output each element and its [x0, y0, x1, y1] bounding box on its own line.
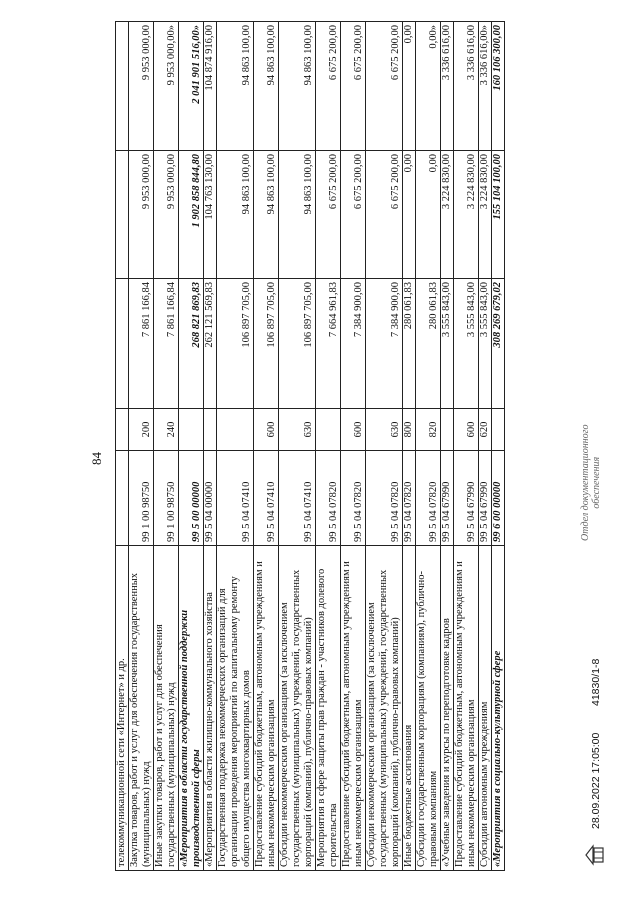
row-amount-2-cell: 6 675 200,00: [366, 151, 403, 279]
row-amount-3-cell: 6 675 200,00: [366, 22, 403, 151]
row-expense-type-cell: [179, 409, 204, 451]
row-amount-3-cell: 6 675 200,00: [341, 22, 366, 151]
row-expense-type-cell: [217, 409, 254, 451]
row-amount-3-cell: 9 953 000,00»: [154, 22, 179, 151]
row-expense-type-cell: 630: [279, 409, 316, 451]
row-amount-2-cell: 94 863 100,00: [279, 151, 316, 279]
table-row: [479, 22, 492, 871]
row-amount-2-cell: 94 863 100,00: [217, 151, 254, 279]
stamp-line-1: Отдел документационного: [580, 424, 591, 541]
row-code-cell: 99 5 04 67990: [454, 451, 479, 546]
page-footer: [578, 22, 618, 871]
row-amount-2-cell: 104 763 130,00: [204, 151, 217, 279]
table-row: [366, 22, 403, 871]
row-amount-2-cell: 94 863 100,00: [254, 151, 279, 279]
row-amount-3-cell: 2 041 901 516,00»: [179, 22, 204, 151]
row-amount-1-cell: 280 061,83: [416, 279, 441, 409]
row-amount-3-cell: [116, 22, 129, 151]
row-amount-2-cell: 6 675 200,00: [341, 151, 366, 279]
row-amount-3-cell: 94 863 100,00: [217, 22, 254, 151]
row-amount-1-cell: [116, 279, 129, 409]
row-amount-1-cell: 106 897 705,00: [254, 279, 279, 409]
stamp-line-2: обеспечения: [591, 456, 602, 509]
row-code-cell: 99 5 04 07410: [279, 451, 316, 546]
row-expense-type-cell: 600: [254, 409, 279, 451]
table-row: [279, 22, 316, 871]
row-name-cell: Закупка товаров, работ и услуг для обеспечения государственных (муниципальных) нужд: [129, 546, 154, 871]
row-name-cell: Иные бюджетные ассигнования: [403, 546, 416, 871]
row-amount-3-cell: 104 874 916,00: [204, 22, 217, 151]
row-amount-3-cell: 0,00: [403, 22, 416, 151]
row-amount-2-cell: 155 104 100,00: [492, 151, 505, 279]
row-amount-1-cell: 7 664 961,83: [316, 279, 341, 409]
row-amount-2-cell: 9 953 000,00: [154, 151, 179, 279]
row-code-cell: 99 5 00 00000: [179, 451, 204, 546]
row-code-cell: 99 5 04 07410: [217, 451, 254, 546]
row-expense-type-cell: 630: [366, 409, 403, 451]
row-amount-3-cell: 3 336 616,00: [441, 22, 454, 151]
row-name-cell: Субсидии государственным корпорациям (компаниям), публично-правовым компаниям: [416, 546, 441, 871]
row-expense-type-cell: 240: [154, 409, 179, 451]
row-amount-3-cell: 0,00»: [416, 22, 441, 151]
footer-date: 28.09.2022 17:05:00: [590, 732, 602, 829]
row-amount-1-cell: 3 555 843,00: [454, 279, 479, 409]
table-row: [403, 22, 416, 871]
organization-logo-icon: [584, 843, 606, 867]
row-expense-type-cell: 600: [454, 409, 479, 451]
row-code-cell: 99 5 04 07410: [254, 451, 279, 546]
row-code-cell: 99 1 00 98750: [129, 451, 154, 546]
row-amount-1-cell: 268 821 869,83: [179, 279, 204, 409]
row-name-cell: Предоставление субсидий бюджетным, автономным учреждениям и иным некоммерческим организациям: [254, 546, 279, 871]
row-amount-1-cell: 106 897 705,00: [217, 279, 254, 409]
row-amount-3-cell: 3 336 616,00: [454, 22, 479, 151]
row-expense-type-cell: [492, 409, 505, 451]
table-row: [492, 22, 505, 871]
row-name-cell: «Мероприятия в области государственной поддержки производственной сферы: [179, 546, 204, 871]
row-expense-type-cell: [116, 409, 129, 451]
row-name-cell: Субсидии некоммерческим организациям (за исключением государственных (муниципальных) учреждений, государственных корпораций (компаний), публично-правовых компаний): [279, 546, 316, 871]
row-amount-2-cell: 1 902 858 844,80: [179, 151, 204, 279]
row-amount-2-cell: 0,00: [403, 151, 416, 279]
row-amount-3-cell: 94 863 100,00: [279, 22, 316, 151]
row-expense-type-cell: [204, 409, 217, 451]
row-amount-1-cell: 262 121 569,83: [204, 279, 217, 409]
table-row: [179, 22, 204, 871]
row-amount-2-cell: [116, 151, 129, 279]
table-row: [341, 22, 366, 871]
row-code-cell: 99 5 04 07820: [366, 451, 403, 546]
row-expense-type-cell: 620: [479, 409, 492, 451]
row-code-cell: 99 5 04 07820: [316, 451, 341, 546]
row-name-cell: «Учебные заведения и курсы по переподготовке кадров: [441, 546, 454, 871]
department-stamp: [580, 424, 602, 541]
row-amount-3-cell: 3 336 616,00»: [479, 22, 492, 151]
footer-document-code: 41830/1-8: [590, 658, 602, 706]
table-row: [416, 22, 441, 871]
row-code-cell: 99 5 04 07820: [416, 451, 441, 546]
row-name-cell: телекоммуникационной сети «Интернет» и др.: [116, 546, 129, 871]
row-amount-1-cell: 280 061,83: [403, 279, 416, 409]
row-amount-1-cell: 7 384 900,00: [366, 279, 403, 409]
row-code-cell: 99 5 04 67990: [479, 451, 492, 546]
table-row: [154, 22, 179, 871]
row-amount-2-cell: 0,00: [416, 151, 441, 279]
row-name-cell: Государственная поддержка некоммерческих организаций для организации проведения мероприятий по капитальному ремонту общего имущества многоквартирных домов: [217, 546, 254, 871]
row-code-cell: 99 5 04 67990: [441, 451, 454, 546]
row-amount-3-cell: 6 675 200,00: [316, 22, 341, 151]
row-amount-3-cell: 94 863 100,00: [254, 22, 279, 151]
row-expense-type-cell: [441, 409, 454, 451]
table-row: [316, 22, 341, 871]
row-name-cell: Предоставление субсидий бюджетным, автономным учреждениям и иным некоммерческим организациям: [341, 546, 366, 871]
row-expense-type-cell: 600: [341, 409, 366, 451]
row-name-cell: Субсидии некоммерческим организациям (за исключением государственных (муниципальных) учреждений, государственных корпораций (компаний), публично-правовых компаний): [366, 546, 403, 871]
row-name-cell: Иные закупки товаров, работ и услуг для обеспечения государственных (муниципальных) нужд: [154, 546, 179, 871]
row-code-cell: 99 5 04 07820: [403, 451, 416, 546]
row-name-cell: «Мероприятия в социально-культурной сфере: [492, 546, 505, 871]
row-amount-3-cell: 160 106 300,00: [492, 22, 505, 151]
row-code-cell: 99 6 00 00000: [492, 451, 505, 546]
table-row: [441, 22, 454, 871]
table-row: [129, 22, 154, 871]
table-row: [217, 22, 254, 871]
row-name-cell: Мероприятия в сфере защиты прав граждан - участников долевого строительства: [316, 546, 341, 871]
row-amount-1-cell: 3 555 843,00: [479, 279, 492, 409]
row-expense-type-cell: 200: [129, 409, 154, 451]
row-amount-1-cell: 3 555 843,00: [441, 279, 454, 409]
table-row: [116, 22, 129, 871]
row-code-cell: [116, 451, 129, 546]
row-amount-3-cell: 9 953 000,00: [129, 22, 154, 151]
row-name-cell: Предоставление субсидий бюджетным, автономным учреждениям и иным некоммерческим организациям: [454, 546, 479, 871]
row-amount-2-cell: 9 953 000,00: [129, 151, 154, 279]
page-number: 84: [89, 452, 104, 465]
row-name-cell: Субсидии автономным учреждениям: [479, 546, 492, 871]
row-amount-2-cell: 3 224 830,00: [479, 151, 492, 279]
row-name-cell: «Мероприятия в области жилищно-коммунального хозяйства: [204, 546, 217, 871]
row-amount-1-cell: 7 384 900,00: [341, 279, 366, 409]
row-expense-type-cell: 800: [403, 409, 416, 451]
row-amount-1-cell: 7 861 166,84: [154, 279, 179, 409]
row-amount-1-cell: 7 861 166,84: [129, 279, 154, 409]
table-row: [204, 22, 217, 871]
row-code-cell: 99 1 00 98750: [154, 451, 179, 546]
row-expense-type-cell: [316, 409, 341, 451]
row-amount-2-cell: 3 224 830,00: [454, 151, 479, 279]
row-code-cell: 99 5 04 00000: [204, 451, 217, 546]
table-row: [254, 22, 279, 871]
budget-table-body: [116, 22, 505, 871]
table-row: [454, 22, 479, 871]
row-amount-1-cell: 106 897 705,00: [279, 279, 316, 409]
row-code-cell: 99 5 04 07820: [341, 451, 366, 546]
row-expense-type-cell: 820: [416, 409, 441, 451]
row-amount-2-cell: 3 224 830,00: [441, 151, 454, 279]
row-amount-1-cell: 308 269 679,02: [492, 279, 505, 409]
budget-table: [115, 21, 505, 871]
row-amount-2-cell: 6 675 200,00: [316, 151, 341, 279]
